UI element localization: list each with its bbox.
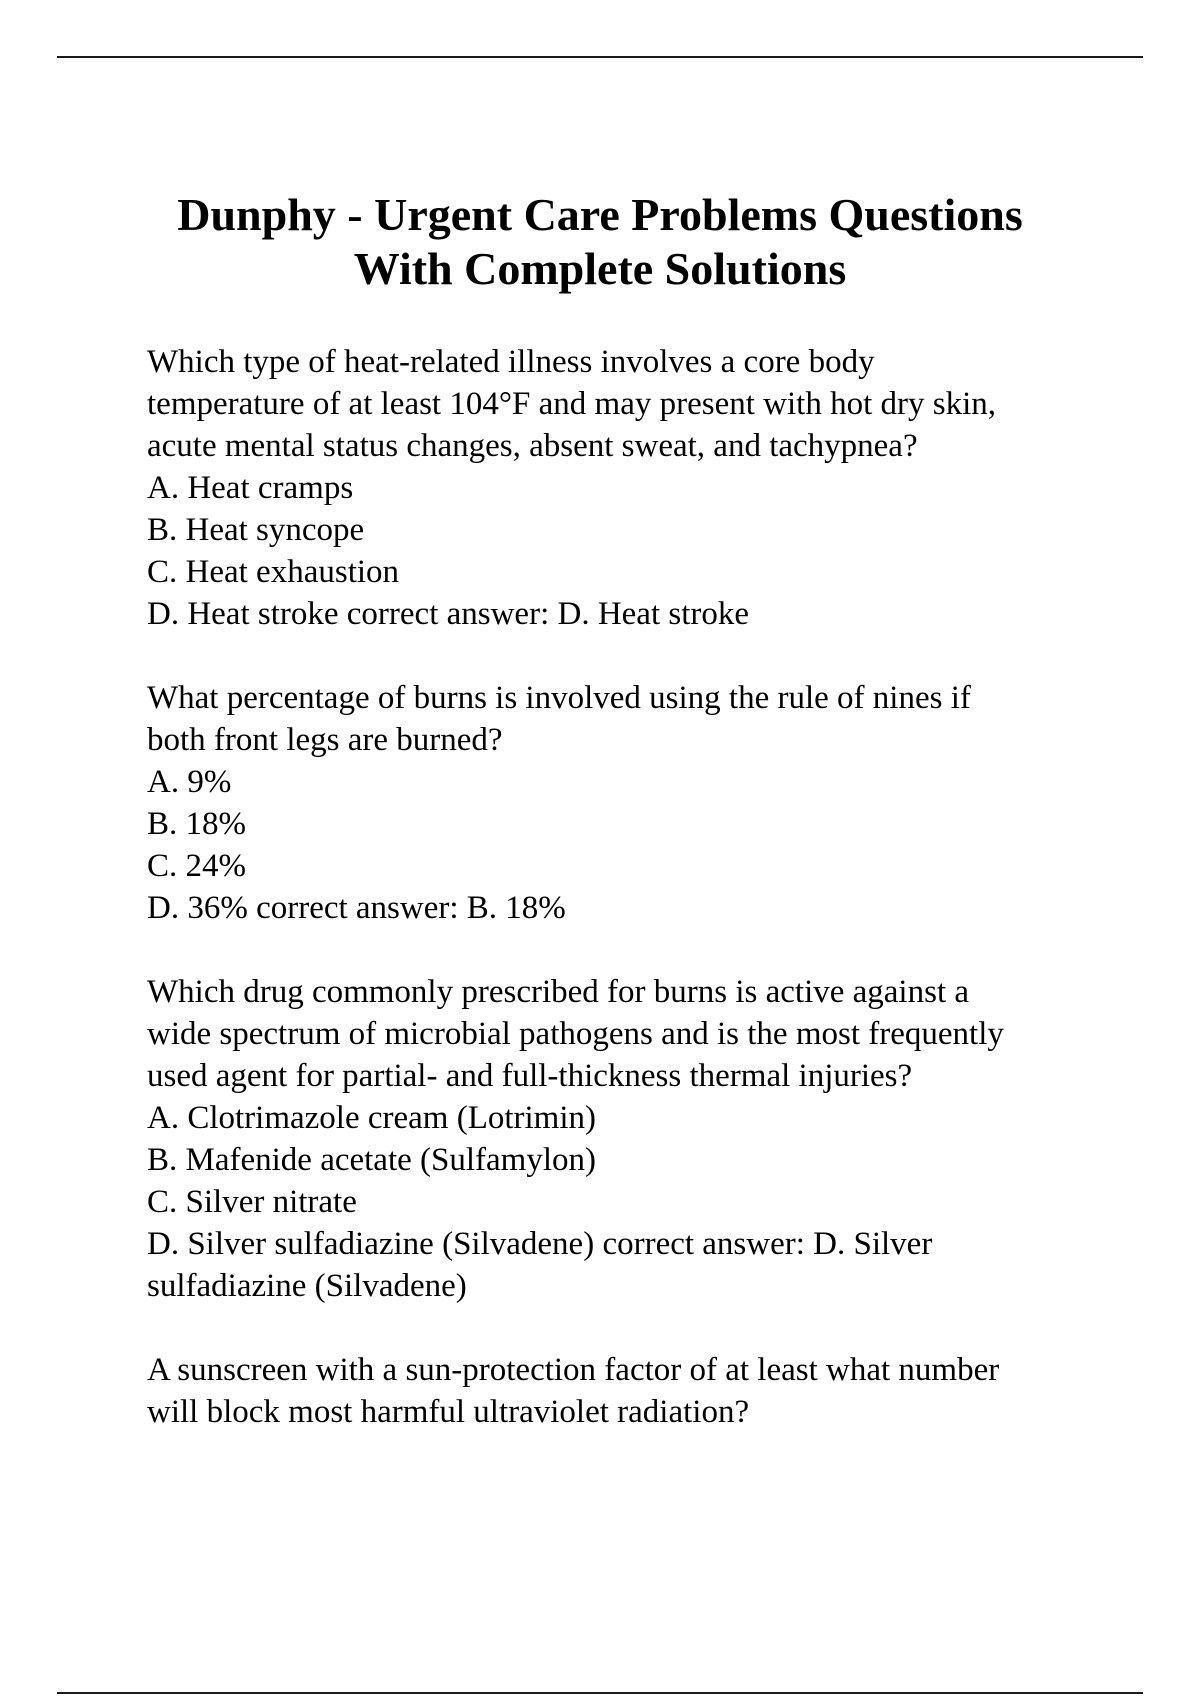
question-text-line: will block most harmful ultraviolet radiation? [147,1394,750,1430]
question-text-line: acute mental status changes, absent sweat, and tachypnea? [147,428,918,464]
question-text-line: temperature of at least 104°F and may present with hot dry skin, [147,386,996,422]
answer-option: B. 18% [147,806,246,842]
question-list [147,341,1107,1475]
answer-option: C. Silver nitrate [147,1184,357,1220]
question-text-line: used agent for partial- and full-thickness thermal injuries? [147,1058,913,1094]
title-line: With Complete Solutions [353,243,847,294]
answer-option-with-correct-answer: D. 36% correct answer: B. 18% [147,890,566,926]
title-line: Dunphy - Urgent Care Problems Questions [177,189,1023,240]
document-title [100,188,1100,296]
question-text-line: Which type of heat-related illness involves a core body [147,344,875,380]
answer-option: A. Clotrimazole cream (Lotrimin) [147,1100,597,1136]
header-rule [57,56,1143,58]
answer-option: B. Mafenide acetate (Sulfamylon) [147,1142,596,1178]
answer-option: B. Heat syncope [147,512,365,548]
answer-option: A. 9% [147,764,232,800]
answer-option: C. 24% [147,848,246,884]
answer-option: A. Heat cramps [147,470,354,506]
question-text-line: A sunscreen with a sun-protection factor of at least what number [147,1352,1000,1388]
question-block-1 [147,341,1107,635]
question-text-line: What percentage of burns is involved using the rule of nines if [147,680,971,716]
question-text-line: wide spectrum of microbial pathogens and is the most frequently [147,1016,1004,1052]
answer-option-with-correct-answer: D. Heat stroke correct answer: D. Heat stroke [147,596,750,632]
question-text-line: both front legs are burned? [147,722,503,758]
correct-answer-continuation: sulfadiazine (Silvadene) [147,1268,467,1304]
answer-option: C. Heat exhaustion [147,554,400,590]
question-block-2 [147,677,1107,929]
footer-rule [57,1692,1143,1694]
question-text-line: Which drug commonly prescribed for burns is active against a [147,974,970,1010]
question-block-3 [147,971,1107,1307]
answer-option-with-correct-answer: D. Silver sulfadiazine (Silvadene) correct answer: D. Silver [147,1226,933,1262]
question-block-4 [147,1349,1107,1433]
